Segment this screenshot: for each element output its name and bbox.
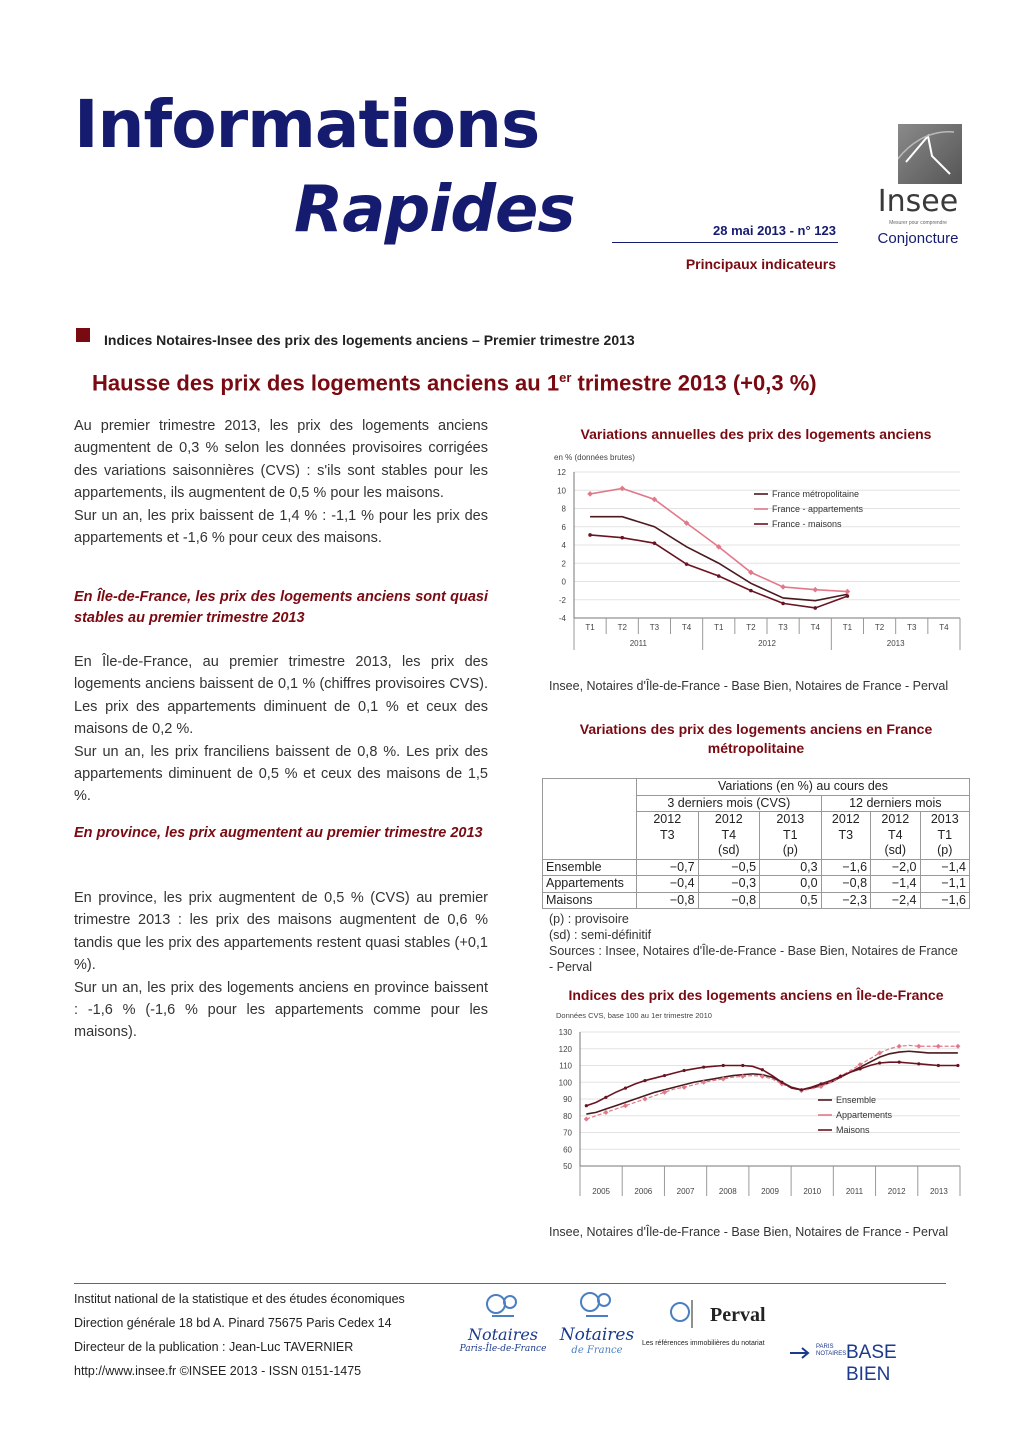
table-header-row	[543, 779, 970, 796]
body-block-2	[74, 651, 488, 808]
logo-notaires-idf	[448, 1290, 558, 1360]
chart2-point	[761, 1068, 764, 1071]
chart2-subtitle: Données CVS, base 100 au 1er trimestre 2010	[556, 1011, 712, 1020]
chart2-x-tick-label: 2008	[718, 1187, 737, 1196]
chart1-x-tick-label: T4	[939, 623, 949, 632]
chart2-point	[839, 1075, 842, 1078]
table-corner	[543, 779, 637, 860]
chart2-y-tick-label: 80	[563, 1111, 572, 1121]
table-row	[543, 876, 970, 893]
notaires-idf-title: Notaires	[467, 1325, 539, 1344]
note-provisoire: (p) : provisoire	[549, 912, 629, 926]
chart1-x-tick-label: T2	[746, 623, 756, 632]
chart2-point	[878, 1061, 881, 1064]
table-column-header-line: 2012	[653, 812, 682, 826]
section-label: Principaux indicateurs	[685, 256, 836, 272]
chart1-y-tick-label: 4	[561, 541, 566, 550]
chart2-point	[819, 1082, 822, 1085]
chart2-point	[623, 1103, 628, 1108]
table-header-top: Variations (en %) au cours des	[637, 779, 970, 796]
chart1-source: Insee, Notaires d'Île-de-France - Base Bien, Notaires de France - Perval	[549, 679, 949, 693]
table-column-header-line: 2013	[930, 812, 959, 826]
chart1-title: Variations annuelles des prix des logements anciens	[580, 426, 932, 442]
notaires-france-title: Notaires	[559, 1325, 635, 1345]
body-paragraph: Sur un an, les prix des logements anciens en province baissent : -1,6 % (-1,6 % pour les appartements comme pour les maisons).	[74, 979, 488, 1041]
headline-sup: er	[559, 370, 572, 385]
table-cell: 0,5	[760, 892, 822, 909]
chart2-x-tick-label: 2007	[676, 1187, 695, 1196]
subheading: En province, les prix augmentent au premier trimestre 2013	[74, 825, 483, 841]
table-column-header-line: 2012	[881, 812, 910, 826]
table-cell: −0,5	[698, 859, 760, 876]
topic-bullet	[76, 328, 90, 342]
table-cell: −2,3	[821, 892, 870, 909]
table-column-header-line: (p)	[782, 843, 798, 857]
perval-sub: Les références immobilières du notariat	[642, 1340, 765, 1347]
chart-idf-index	[540, 1008, 970, 1208]
chart1-point	[812, 587, 818, 593]
chart2-y-tick-label: 130	[558, 1028, 572, 1037]
table-cell: −2,4	[871, 892, 920, 909]
chart2-x-tick-label: 2005	[592, 1187, 611, 1196]
table-column-header-line: T3	[838, 827, 854, 842]
note-semi-definitif: (sd) : semi-définitif	[549, 928, 652, 942]
table-column-header-line: T1	[783, 827, 798, 842]
table-cell: −0,8	[821, 876, 870, 893]
table-column-header-line: (p)	[937, 843, 953, 857]
chart2-point	[916, 1044, 921, 1049]
chart2-y-tick-label: 50	[563, 1162, 572, 1171]
chart1-x-tick-label: T3	[649, 623, 660, 632]
chart1-y-tick-label: 6	[561, 522, 566, 532]
table-cell: 0,3	[760, 859, 822, 876]
table-row-label: Ensemble	[543, 859, 637, 876]
logo-base-bien	[790, 1342, 946, 1385]
chart2-title: Indices des prix des logements anciens en Île-de-France	[568, 987, 944, 1003]
subheading-province	[74, 823, 488, 844]
chart1-point	[587, 491, 593, 497]
insee-logo-mark	[898, 124, 962, 184]
chart1-subtitle: en % (données brutes)	[554, 453, 635, 462]
notaires-idf-sub: Paris-Île-de-France	[459, 1344, 547, 1354]
body-paragraph: Au premier trimestre 2013, les prix des logements anciens augmentent de 0,3 % selon les données provisoires corrigées des variations saisonnières (CVS) : s'ils sont stables pour les appartements, ils augmentent de 0,5 % pour les maisons.	[74, 418, 488, 502]
insee-logo	[870, 124, 966, 254]
chart1-series-line	[590, 517, 847, 601]
table-row-label: Maisons	[543, 892, 637, 909]
table-column-header-line: T4	[887, 827, 903, 842]
table-row-label: Appartements	[543, 876, 637, 893]
topic-title: Indices Notaires-Insee des prix des logements anciens – Premier trimestre 2013	[104, 332, 635, 348]
chart2-point	[702, 1066, 705, 1069]
chart2-y-tick-label: 70	[563, 1128, 572, 1138]
chart2-legend-label: Appartements	[836, 1110, 893, 1120]
chart2-point	[859, 1067, 862, 1070]
chart1-point	[813, 606, 817, 610]
chart2-x-tick-label: 2012	[887, 1187, 906, 1196]
chart1-x-tick-label: T2	[874, 623, 885, 632]
chart1-x-tick-label: T4	[810, 623, 820, 632]
body-block-3	[74, 887, 488, 1044]
table-row	[543, 892, 970, 909]
chart1-legend-label: France - maisons	[772, 519, 842, 529]
chart1-x-tick-label: T3	[907, 623, 917, 632]
table-column-header-line: T4	[721, 827, 737, 842]
table-column-header-line: 2013	[776, 812, 805, 826]
chart2-point	[604, 1096, 607, 1099]
chart2-point	[722, 1064, 725, 1067]
table-column-header-line: (sd)	[718, 843, 740, 857]
chart2-y-tick-label: 90	[563, 1095, 572, 1104]
chart2-point	[937, 1064, 940, 1067]
chart-annual-variations	[540, 448, 970, 658]
body-paragraph: Sur un an, les prix franciliens baissent de 0,8 %. Les prix des appartements diminuent de 0,5 % et ceux des maisons de 1,5 %.	[74, 743, 488, 805]
chart2-point	[955, 1044, 960, 1049]
chart2-y-tick-label: 120	[558, 1044, 572, 1054]
chart2-point	[683, 1069, 686, 1072]
chart2-point	[624, 1087, 627, 1090]
table-column-header	[920, 812, 969, 860]
masthead-rule	[612, 242, 838, 243]
chart1-y-tick-label: -2	[558, 595, 566, 605]
chart2-x-tick-label: 2013	[929, 1187, 948, 1196]
chart2-x-tick-label: 2009	[761, 1187, 779, 1196]
issue-date: 28 mai 2013 - n° 123	[713, 223, 836, 238]
base-bien-arrow-icon	[790, 1346, 816, 1360]
chart1-point	[653, 541, 657, 545]
masthead-title: Informations	[74, 86, 540, 163]
table-column-header	[698, 812, 760, 860]
chart2-x-tick-label: 2006	[634, 1187, 653, 1196]
chart1-point	[620, 536, 624, 540]
chart1-x-tick-label: T1	[842, 623, 853, 632]
chart2-point	[917, 1062, 920, 1065]
chart1-point	[780, 584, 786, 590]
chart2-point	[897, 1044, 902, 1049]
table-cell: −0,8	[698, 892, 760, 909]
footer-website: http://www.insee.fr ©INSEE 2013 - ISSN 0151-1475	[74, 1364, 362, 1378]
table-column-header	[871, 812, 920, 860]
chart2-point	[877, 1050, 882, 1055]
chart2-point	[642, 1096, 647, 1101]
table-column-header	[760, 812, 822, 860]
chart1-y-tick-label: 12	[557, 468, 566, 477]
table-cell: −1,4	[920, 859, 969, 876]
chart2-y-tick-label: 100	[558, 1078, 572, 1088]
chart1-point	[749, 589, 753, 593]
table-cell: −1,6	[920, 892, 969, 909]
chart2-point	[603, 1110, 608, 1115]
table-cell: −0,7	[637, 859, 699, 876]
chart1-year-label: 2011	[629, 639, 647, 648]
chart1-y-tick-label: 2	[561, 559, 566, 569]
table-group-header: 3 derniers mois (CVS)	[637, 795, 822, 812]
table-column-header-line: T1	[937, 827, 953, 842]
chart2-point	[800, 1088, 803, 1091]
logo-perval	[642, 1298, 782, 1358]
insee-logo-text: Insee	[877, 184, 959, 219]
table-cell: 0,0	[760, 876, 822, 893]
chart2-point	[936, 1044, 941, 1049]
table-cell: −1,4	[871, 876, 920, 893]
chart2-x-tick-label: 2011	[845, 1187, 864, 1196]
notaires-idf-emblem-icon	[448, 1290, 558, 1320]
notaires-france-sub: de France	[571, 1345, 623, 1356]
chart2-point	[741, 1064, 744, 1067]
chart1-legend-label: France métropolitaine	[772, 489, 860, 499]
chart1-point	[846, 594, 850, 598]
body-paragraph: En province, les prix augmentent de 0,5 % (CVS) au premier trimestre 2013 : les prix des maisons augmentent de 0,6 % tandis que les prix des appartements restent quasi stables (+0,1 %).	[74, 890, 488, 974]
chart2-point	[643, 1079, 646, 1082]
chart1-y-tick-label: 8	[561, 504, 566, 514]
chart1-y-tick-label: 0	[561, 577, 566, 587]
table-cell: −1,6	[821, 859, 870, 876]
body-paragraph: En Île-de-France, au premier trimestre 2013, les prix des logements anciens baissent de 0,1 % (chiffres provisoires CVS). Les prix des appartements diminuent de 0,1 % et ceux des maisons de 0,2 %.	[74, 654, 488, 738]
table-group-header: 12 derniers mois	[821, 795, 969, 812]
chart1-x-tick-label: T1	[714, 623, 724, 632]
chart1-x-tick-label: T4	[681, 623, 692, 632]
table-column-header	[821, 812, 870, 860]
table-column-header-line: 2012	[831, 812, 860, 826]
table-cell: −2,0	[871, 859, 920, 876]
table-cell: −0,3	[698, 876, 760, 893]
chart1-y-tick-label: -4	[558, 614, 566, 623]
chart1-year-label: 2012	[758, 639, 776, 648]
chart1-point	[717, 574, 721, 578]
table-title: Variations des prix des logements anciens en France métropolitaine	[579, 721, 933, 756]
footer-address: Direction générale 18 bd A. Pinard 75675 Paris Cedex 14	[74, 1316, 392, 1330]
headline-post: trimestre 2013 (+0,3 %)	[571, 370, 817, 396]
chart2-legend-label: Ensemble	[836, 1095, 877, 1105]
table-sources: Sources : Insee, Notaires d'Île-de-France - Base Bien, Notaires de France - Perval	[549, 944, 958, 974]
chart2-point	[956, 1064, 959, 1067]
table-row	[543, 859, 970, 876]
chart1-y-tick-label: 10	[557, 486, 566, 496]
notaires-france-emblem-icon	[552, 1288, 642, 1320]
base-bien-title: BASE BIEN	[846, 1342, 897, 1385]
chart2-legend-label: Maisons	[836, 1125, 870, 1135]
table-column-header	[637, 812, 699, 860]
masthead-subtitle: Rapides	[294, 173, 575, 247]
table-column-header-line: 2012	[714, 812, 743, 826]
footer-text	[74, 1287, 405, 1383]
chart1-x-tick-label: T2	[617, 623, 627, 632]
table-column-header-line: (sd)	[884, 843, 907, 857]
variations-table	[542, 778, 970, 909]
subheading: En Île-de-France, les prix des logements anciens sont quasi stables au premier trimestre 2013	[74, 589, 488, 626]
headline	[92, 370, 817, 396]
footer-rule	[74, 1283, 946, 1284]
table-cell: −0,8	[637, 892, 699, 909]
chart2-point	[584, 1117, 589, 1122]
chart1-point	[781, 602, 785, 606]
chart1-point	[845, 589, 851, 595]
headline-pre: Hausse des prix des logements anciens au 1	[92, 370, 560, 396]
chart2-point	[780, 1081, 783, 1084]
chart1-x-tick-label: T1	[585, 623, 595, 632]
table-column-header-line: T3	[659, 827, 675, 842]
chart1-legend-label: France - appartements	[772, 504, 864, 514]
chart2-y-tick-label: 110	[559, 1061, 572, 1071]
chart1-year-label: 2013	[886, 639, 905, 648]
chart1-x-tick-label: T3	[778, 623, 788, 632]
chart2-point	[898, 1061, 901, 1064]
subheading-idf	[74, 587, 488, 629]
chart1-point	[685, 562, 689, 566]
body-block-1	[74, 415, 488, 549]
chart1-point	[588, 533, 592, 537]
logo-notaires-france	[552, 1288, 642, 1358]
chart2-y-tick-label: 60	[563, 1145, 572, 1155]
body-paragraph: Sur un an, les prix baissent de 1,4 % : -1,1 % pour les prix des appartements et -1,6 % pour ceux des maisons.	[74, 507, 488, 547]
table-cell: −1,1	[920, 876, 969, 893]
chart2-point	[663, 1074, 666, 1077]
perval-title: Perval	[710, 1304, 766, 1326]
base-bien-small: PARIS NOTAIRES	[816, 1344, 847, 1357]
chart2-x-tick-label: 2010	[803, 1187, 822, 1196]
insee-logo-conjoncture: Conjoncture	[877, 230, 959, 247]
footer-institute: Institut national de la statistique et des études économiques	[74, 1292, 405, 1306]
table-cell: −0,4	[637, 876, 699, 893]
insee-logo-tagline: Mesurer pour comprendre	[889, 220, 947, 226]
chart2-point	[585, 1104, 588, 1107]
table-notes	[549, 911, 959, 975]
chart2-source: Insee, Notaires d'Île-de-France - Base Bien, Notaires de France - Perval	[549, 1225, 949, 1239]
perval-emblem-icon	[666, 1298, 700, 1330]
footer-director: Directeur de la publication : Jean-Luc TAVERNIER	[74, 1340, 354, 1354]
